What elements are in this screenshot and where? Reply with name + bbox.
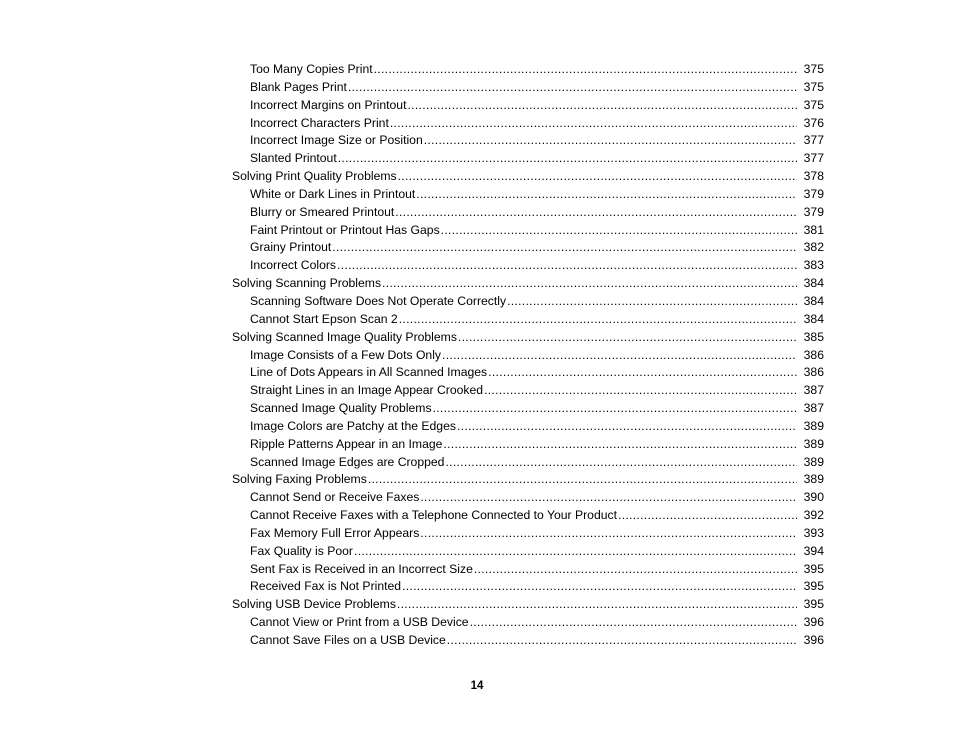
toc-entry[interactable] bbox=[232, 168, 824, 186]
toc-entry-page: 394 bbox=[803, 543, 824, 558]
toc-entry-title: Cannot Send or Receive Faxes bbox=[250, 490, 420, 505]
toc-dot-leader bbox=[338, 150, 797, 168]
toc-entry-title: Blank Pages Print bbox=[250, 79, 347, 94]
toc-entry-page: 395 bbox=[803, 561, 824, 576]
toc-entry-page: 379 bbox=[803, 186, 824, 201]
toc-dot-leader bbox=[399, 311, 797, 329]
toc-subentry[interactable] bbox=[232, 525, 824, 543]
toc-dot-leader bbox=[416, 186, 797, 204]
toc-entry-title: Solving Faxing Problems bbox=[232, 472, 367, 487]
toc-entry-title: Faint Printout or Printout Has Gaps bbox=[250, 222, 440, 237]
toc-entry-page: 395 bbox=[803, 597, 824, 612]
toc-subentry[interactable] bbox=[232, 150, 824, 168]
toc-subentry[interactable] bbox=[232, 632, 824, 650]
toc-dot-leader bbox=[433, 400, 797, 418]
toc-entry[interactable] bbox=[232, 275, 824, 293]
toc-subentry[interactable] bbox=[232, 79, 824, 97]
toc-dot-leader bbox=[397, 596, 797, 614]
toc-entry-page: 382 bbox=[803, 240, 824, 255]
toc-entry-title: Sent Fax is Received in an Incorrect Size bbox=[250, 561, 473, 576]
toc-subentry[interactable] bbox=[232, 436, 824, 454]
toc-dot-leader bbox=[474, 561, 797, 579]
toc-dot-leader bbox=[445, 454, 797, 472]
toc-entry-title: Grainy Printout bbox=[250, 240, 332, 255]
toc-entry-title: Incorrect Characters Print bbox=[250, 115, 389, 130]
toc-entry-page: 393 bbox=[803, 525, 824, 540]
toc-entry-title: Solving Scanned Image Quality Problems bbox=[232, 329, 457, 344]
toc-entry-title: Scanned Image Edges are Cropped bbox=[250, 454, 445, 469]
toc-subentry[interactable] bbox=[232, 311, 824, 329]
toc-entry[interactable] bbox=[232, 329, 824, 347]
toc-entry-page: 384 bbox=[803, 311, 824, 326]
toc-entry-title: Image Consists of a Few Dots Only bbox=[250, 347, 442, 362]
toc-dot-leader bbox=[390, 115, 797, 133]
toc-entry-title: Ripple Patterns Appear in an Image bbox=[250, 436, 443, 451]
toc-dot-leader bbox=[457, 418, 797, 436]
toc-dot-leader bbox=[368, 471, 797, 489]
toc-subentry[interactable] bbox=[232, 578, 824, 596]
toc-entry-page: 385 bbox=[803, 329, 824, 344]
toc-entry-page: 375 bbox=[803, 79, 824, 94]
toc-subentry[interactable] bbox=[232, 364, 824, 382]
toc-entry-page: 378 bbox=[803, 169, 824, 184]
toc-entry-page: 396 bbox=[803, 633, 824, 647]
toc-entry-title: Cannot View or Print from a USB Device bbox=[250, 615, 469, 630]
toc-dot-leader bbox=[354, 543, 797, 561]
toc-subentry[interactable] bbox=[232, 204, 824, 222]
toc-entry-page: 375 bbox=[803, 62, 824, 76]
toc-dot-leader bbox=[488, 364, 797, 382]
toc-entry-page: 392 bbox=[803, 508, 824, 523]
toc-subentry[interactable] bbox=[232, 61, 824, 79]
toc-dot-leader bbox=[442, 347, 797, 365]
toc-subentry[interactable] bbox=[232, 115, 824, 133]
toc-entry-page: 389 bbox=[803, 418, 824, 433]
toc-subentry[interactable] bbox=[232, 614, 824, 632]
toc-entry-title: Cannot Receive Faxes with a Telephone Connected to Your Product bbox=[250, 508, 617, 523]
page-number: 14 bbox=[470, 680, 484, 692]
toc-dot-leader bbox=[447, 632, 797, 650]
toc-dot-leader bbox=[332, 239, 797, 257]
toc-subentry[interactable] bbox=[232, 454, 824, 472]
toc-subentry[interactable] bbox=[232, 382, 824, 400]
toc-dot-leader bbox=[458, 329, 797, 347]
toc-entry-title: Solving USB Device Problems bbox=[232, 597, 396, 612]
toc-entry-page: 379 bbox=[803, 204, 824, 219]
toc-entry-page: 376 bbox=[803, 115, 824, 130]
toc-entry-page: 386 bbox=[803, 347, 824, 362]
toc-dot-leader bbox=[374, 61, 797, 79]
toc-entry-page: 387 bbox=[803, 383, 824, 398]
toc-subentry[interactable] bbox=[232, 132, 824, 150]
toc-dot-leader bbox=[420, 525, 797, 543]
toc-entry-title: Blurry or Smeared Printout bbox=[250, 204, 395, 219]
toc-entry-title: Received Fax is Not Printed bbox=[250, 579, 402, 594]
toc-entry-title: Slanted Printout bbox=[250, 151, 337, 166]
toc-entry-page: 375 bbox=[803, 97, 824, 112]
toc-subentry[interactable] bbox=[232, 186, 824, 204]
toc-entry-page: 396 bbox=[803, 615, 824, 630]
toc-entry-page: 389 bbox=[803, 436, 824, 451]
toc-entry[interactable] bbox=[232, 471, 824, 489]
toc-entry-page: 377 bbox=[803, 133, 824, 148]
toc-entry-title: White or Dark Lines in Printout bbox=[250, 186, 416, 201]
toc-dot-leader bbox=[420, 489, 797, 507]
toc-entry-title: Fax Quality is Poor bbox=[250, 543, 353, 558]
toc-dot-leader bbox=[348, 79, 797, 97]
toc-dot-leader bbox=[398, 168, 797, 186]
toc-entry-page: 389 bbox=[803, 454, 824, 469]
toc-entry-title: Scanning Software Does Not Operate Correctly bbox=[250, 293, 507, 308]
toc-dot-leader bbox=[424, 132, 797, 150]
toc-subentry[interactable] bbox=[232, 418, 824, 436]
toc-entry-title: Image Colors are Patchy at the Edges bbox=[250, 418, 456, 433]
toc-dot-leader bbox=[470, 614, 797, 632]
toc-dot-leader bbox=[484, 382, 797, 400]
toc-subentry[interactable] bbox=[232, 97, 824, 115]
toc-dot-leader bbox=[443, 436, 797, 454]
toc-dot-leader bbox=[407, 97, 797, 115]
table-of-contents bbox=[232, 61, 824, 650]
toc-entry-page: 390 bbox=[803, 490, 824, 505]
toc-dot-leader bbox=[382, 275, 797, 293]
toc-entry-page: 384 bbox=[803, 276, 824, 291]
toc-entry-title: Cannot Save Files on a USB Device bbox=[250, 633, 446, 647]
toc-entry-page: 389 bbox=[803, 472, 824, 487]
toc-entry-title: Cannot Start Epson Scan 2 bbox=[250, 311, 398, 326]
toc-entry-page: 377 bbox=[803, 151, 824, 166]
toc-entry-page: 383 bbox=[803, 258, 824, 273]
toc-entry[interactable] bbox=[232, 596, 824, 614]
toc-dot-leader bbox=[507, 293, 797, 311]
toc-entry-title: Incorrect Image Size or Position bbox=[250, 133, 423, 148]
toc-subentry[interactable] bbox=[232, 239, 824, 257]
toc-entry-title: Incorrect Margins on Printout bbox=[250, 97, 407, 112]
toc-entry-title: Fax Memory Full Error Appears bbox=[250, 525, 420, 540]
toc-subentry[interactable] bbox=[232, 293, 824, 311]
toc-subentry[interactable] bbox=[232, 222, 824, 240]
toc-entry-page: 381 bbox=[803, 222, 824, 237]
toc-entry-title: Straight Lines in an Image Appear Crooked bbox=[250, 383, 484, 398]
toc-subentry[interactable] bbox=[232, 347, 824, 365]
toc-subentry[interactable] bbox=[232, 507, 824, 525]
toc-entry-page: 387 bbox=[803, 401, 824, 416]
toc-entry-page: 386 bbox=[803, 365, 824, 380]
toc-entry-title: Line of Dots Appears in All Scanned Images bbox=[250, 365, 488, 380]
toc-entry-title: Scanned Image Quality Problems bbox=[250, 401, 432, 416]
toc-dot-leader bbox=[402, 578, 797, 596]
toc-subentry[interactable] bbox=[232, 257, 824, 275]
toc-entry-title: Too Many Copies Print bbox=[250, 62, 373, 76]
toc-dot-leader bbox=[618, 507, 797, 525]
toc-dot-leader bbox=[441, 222, 797, 240]
toc-subentry[interactable] bbox=[232, 400, 824, 418]
toc-dot-leader bbox=[395, 204, 797, 222]
toc-entry-page: 384 bbox=[803, 293, 824, 308]
toc-entry-title: Solving Print Quality Problems bbox=[232, 169, 397, 184]
toc-dot-leader bbox=[337, 257, 797, 275]
toc-entry-title: Incorrect Colors bbox=[250, 258, 337, 273]
toc-subentry[interactable] bbox=[232, 489, 824, 507]
toc-entry-page: 395 bbox=[803, 579, 824, 594]
toc-entry-title: Solving Scanning Problems bbox=[232, 276, 382, 291]
toc-subentry[interactable] bbox=[232, 561, 824, 579]
toc-subentry[interactable] bbox=[232, 543, 824, 561]
